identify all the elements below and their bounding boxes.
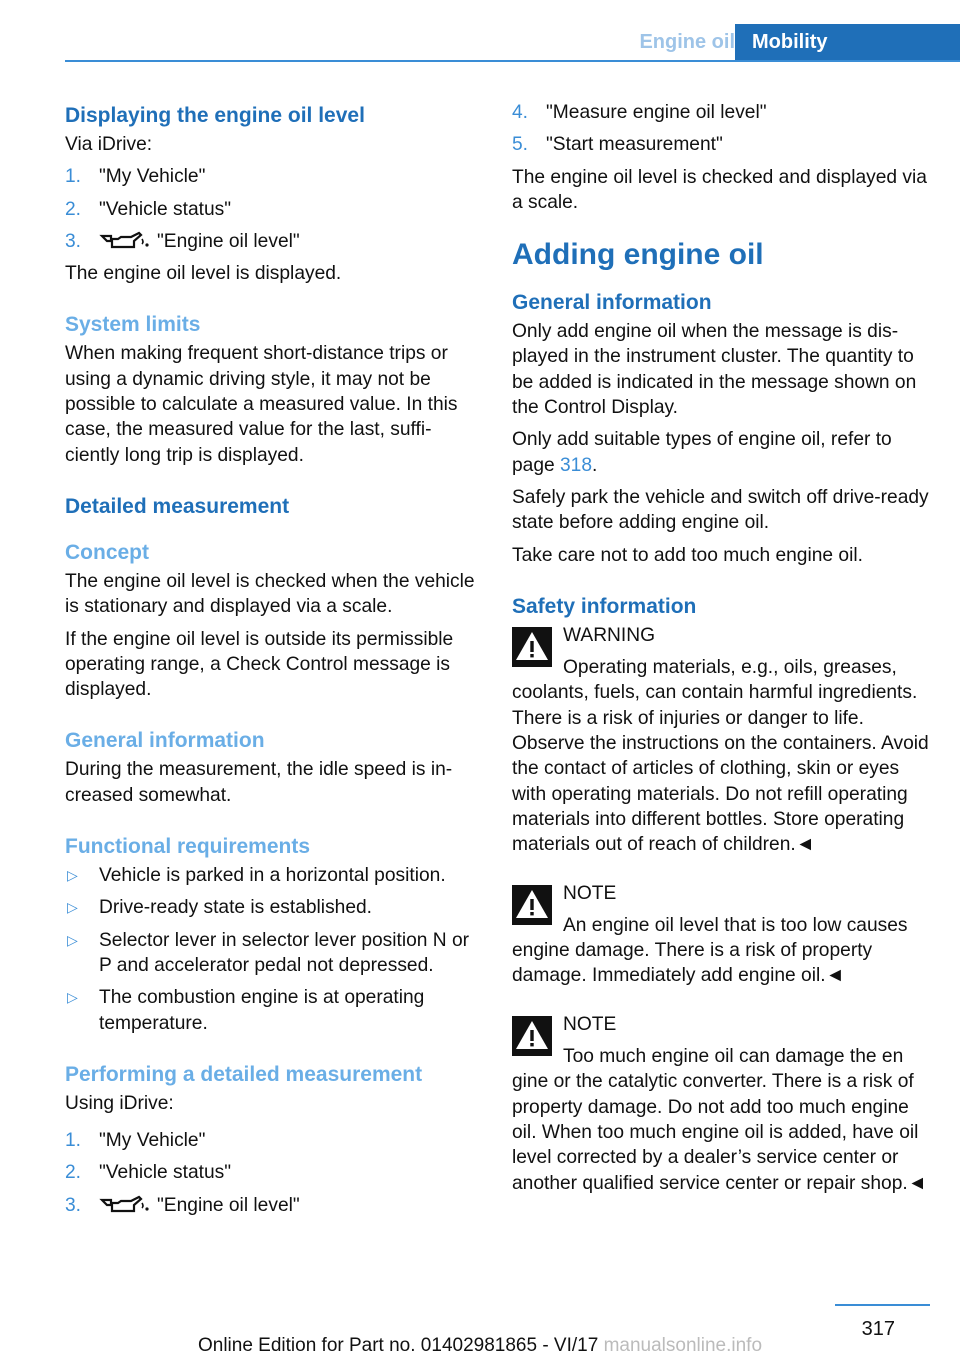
note-text-first: An engine oil level that is too low causes: [563, 914, 908, 936]
note-label: NOTE: [563, 882, 617, 904]
list-item: 2. "Vehicle status": [65, 198, 232, 220]
footer: [0, 1335, 960, 1357]
warning-triangle-icon: [512, 627, 552, 667]
bullet-triangle-icon: ▷: [67, 867, 78, 884]
warning-triangle-icon: [512, 1016, 552, 1056]
right-column: [512, 100, 930, 1203]
heading-system-limits: System limits: [65, 313, 201, 337]
heading-general-information: General information: [65, 729, 265, 753]
measurement-steps-list: [65, 1128, 475, 1218]
note-text-first: Too much engine oil can damage the en: [563, 1046, 904, 1068]
requirements-list: [65, 863, 475, 1036]
concept-text-1: The engine oil level is checked when the vehicle is stationary and displayed via a scale.: [65, 570, 475, 618]
bullet-triangle-icon: ▷: [67, 899, 78, 916]
page-link[interactable]: 318: [560, 454, 593, 476]
list-item: 1. "My Vehicle": [65, 1130, 206, 1152]
footer-divider: [835, 1304, 930, 1306]
heading-displaying-oil-level: Displaying the engine oil level: [65, 104, 365, 127]
note-text: engine damage. There is a risk of property damage. Immediately add engine oil.◄: [512, 940, 873, 987]
note-block: [512, 881, 930, 989]
via-idrive-text: Via iDrive:: [65, 134, 153, 155]
general-information-text: During the measurement, the idle speed is increased somewhat.: [65, 759, 453, 806]
oil-can-icon: [99, 230, 151, 250]
general-text-2: Only add suitable types of engine oil, refer to page 318.: [512, 429, 892, 476]
warning-label: WARNING: [563, 624, 656, 646]
heading-functional-requirements: Functional requirements: [65, 835, 311, 859]
oil-can-icon: [99, 1194, 151, 1214]
general-text-4: Take care not to add too much engine oil.: [512, 544, 863, 566]
system-limits-text: When making frequent short-distance trips or using a dynamic driving style, it may not be possible to calculate a measured value. In this case, the measured value for the last, sufficiently long trip is displayed.: [65, 343, 458, 466]
header-section-title: Engine oil: [639, 31, 735, 53]
bullet-triangle-icon: ▷: [67, 989, 78, 1006]
general-text-3: Safely park the vehicle and switch off drive-ready state before adding engine oil.: [512, 486, 929, 534]
watermark: manualsonline.info: [603, 1335, 763, 1356]
using-idrive-text: Using iDrive:: [65, 1092, 174, 1114]
footer-edition-text: Online Edition for Part no. 01402981865 - VI/17: [197, 1335, 599, 1356]
concept-text-2: If the engine oil level is outside its permissible operating range, a Check Control message is displayed.: [65, 628, 454, 701]
list-item: 1. "My Vehicle": [65, 166, 206, 188]
warning-text-first: Operating materials, e.g., oils, greases,: [563, 657, 897, 679]
page-header: [65, 24, 960, 62]
note-text: gine or the catalytic converter. There is a risk of property damage. Do not add too much engine oil. When too much engine oil is added, have oil level corrected by a dealer’s service center or another qualified service center or repair shop.◄: [512, 1071, 927, 1194]
list-item: ▷ Selector lever in selector lever position N or P and accelerator pedal not depressed.: [67, 929, 470, 976]
oil-level-displayed-text: The engine oil level is displayed.: [65, 263, 342, 285]
warning-triangle-icon: [512, 885, 552, 925]
heading-safety-information: Safety information: [512, 594, 697, 618]
idrive-steps-list: [65, 164, 475, 254]
warning-text: coolants, fuels, can contain harmful ingredients. There is a risk of injuries or danger to life. Observe the instructions on the containers. Avoid the contact of articles of clothing, skin or eyes with operating materials. Do not refill operating materials into different bottles. Store operating materials out of reach of children.◄: [512, 682, 929, 856]
left-column: [65, 100, 475, 1225]
bullet-triangle-icon: ▷: [67, 931, 78, 948]
page-number: 317: [861, 1318, 895, 1340]
heading-adding-engine-oil: Adding engine oil: [512, 238, 764, 272]
heading-performing-measurement: Performing a detailed measurement: [65, 1062, 423, 1086]
list-item: 3. "Engine oil level": [65, 230, 300, 252]
heading-general-information: General information: [512, 291, 712, 315]
list-item: 3. "Engine oil level": [65, 1194, 300, 1216]
general-text-1: Only add engine oil when the message is displayed in the instrument cluster. The quantity to be added is indicated in the message shown on the Control Display.: [512, 321, 917, 419]
heading-concept: Concept: [65, 540, 149, 564]
list-item: ▷ Vehicle is parked in a horizontal position.: [65, 863, 475, 888]
list-item: 2. "Vehicle status": [65, 1162, 232, 1184]
header-chapter-tab[interactable]: Mobility: [735, 24, 960, 60]
list-item: ▷ The combustion engine is at operating temperature.: [67, 987, 425, 1034]
list-item: 4. "Measure engine oil level": [512, 102, 767, 123]
measurement-steps-continued: [512, 100, 930, 158]
note-label: NOTE: [563, 1013, 617, 1035]
checked-displayed-text: The engine oil level is checked and displayed via a scale.: [512, 166, 927, 213]
note-block: [512, 1012, 930, 1196]
warning-block: [512, 623, 930, 858]
heading-detailed-measurement: Detailed measurement: [65, 494, 290, 518]
list-item: 5. "Start measurement": [512, 134, 723, 156]
list-item: ▷ Drive-ready state is established.: [65, 895, 475, 920]
